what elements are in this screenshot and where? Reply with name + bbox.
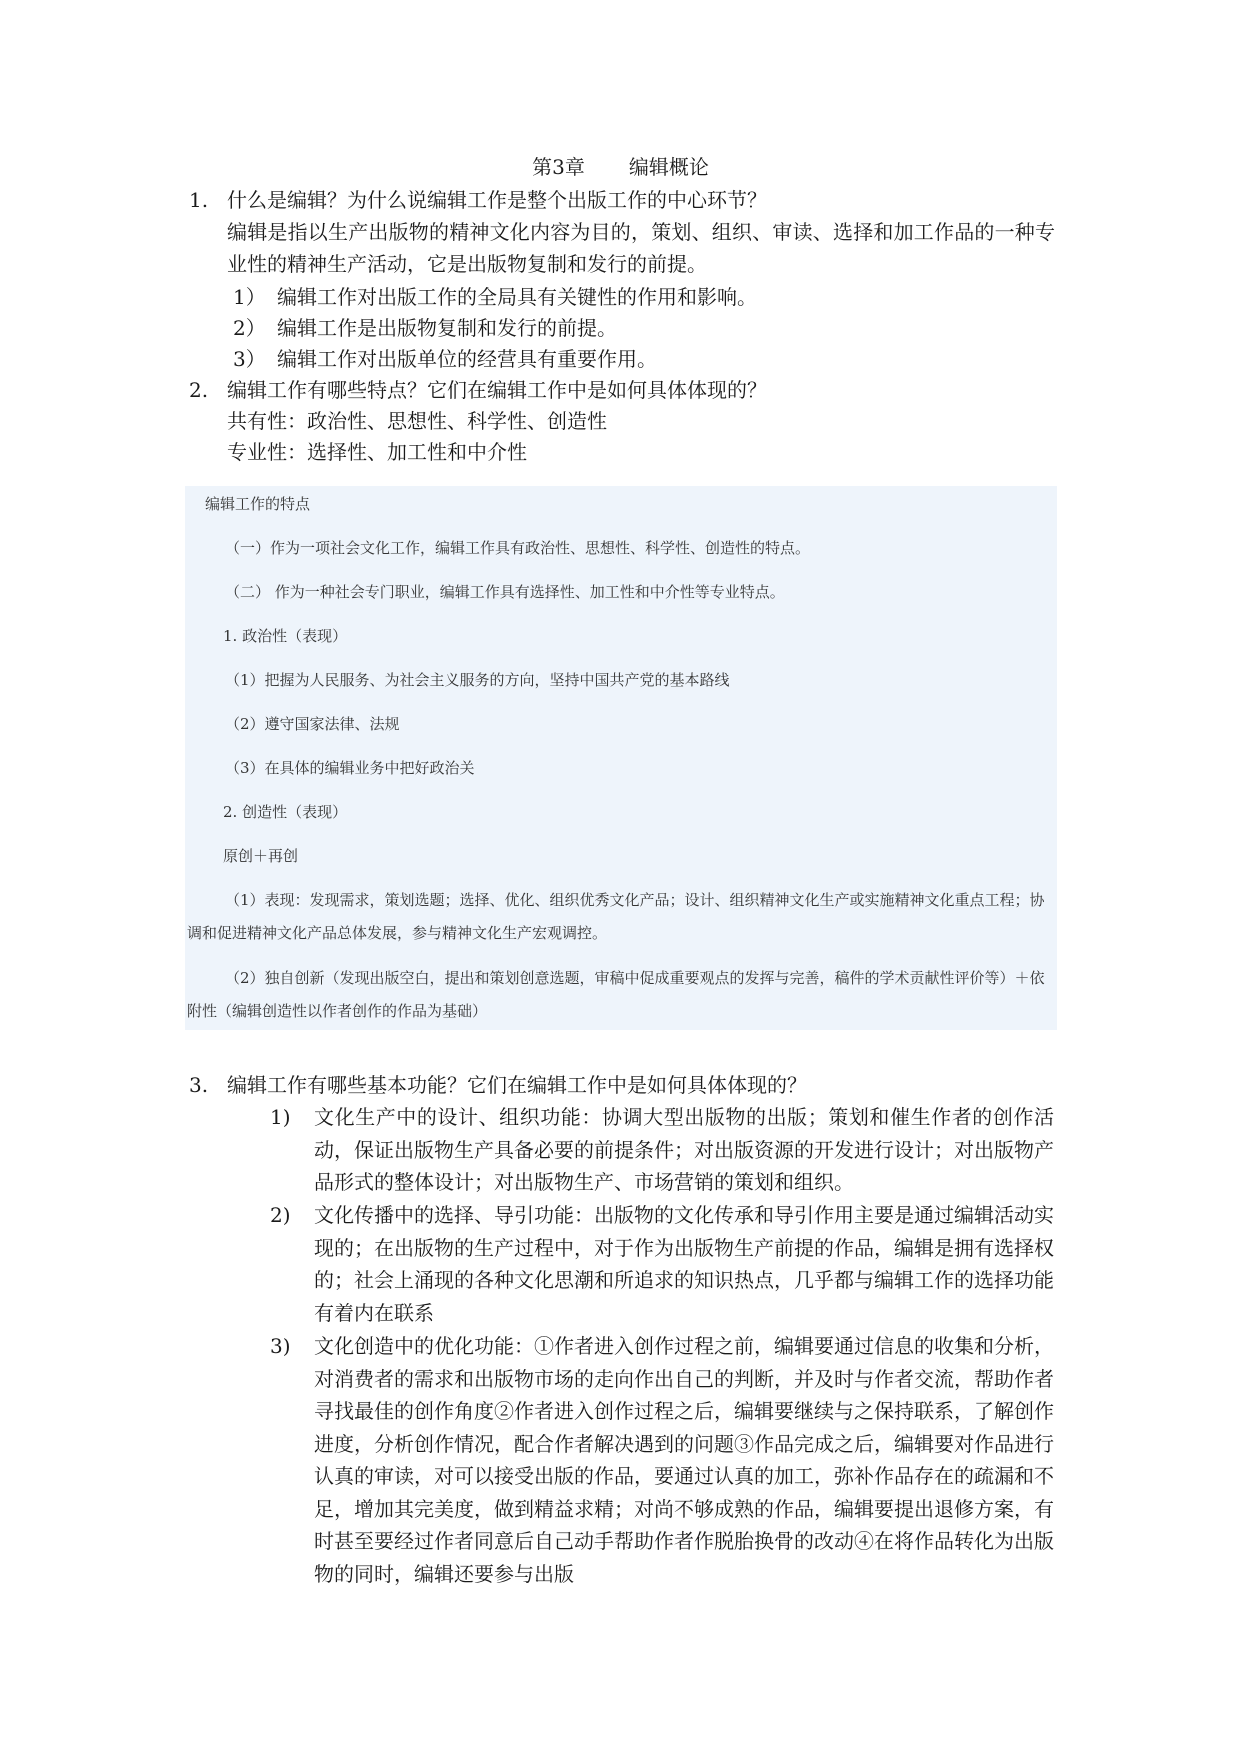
answer-2-common: 共有性：政治性、思想性、科学性、创造性: [227, 409, 607, 433]
note-line: （2）遵守国家法律、法规: [225, 715, 400, 733]
note-line: （3）在具体的编辑业务中把好政治关: [225, 759, 475, 777]
question-number: 2.: [189, 378, 209, 402]
note-line: 2. 创造性（表现）: [223, 803, 348, 821]
note-paragraph: （1）表现：发现需求，策划选题；选择、优化、组织优秀文化产品；设计、组织精神文化生产或实施精神文化重点工程；协调和促进精神文化产品总体发展，参与精神文化生产宏观调控。: [187, 891, 1045, 942]
chapter-name: 编辑概论: [628, 155, 709, 179]
note-heading: 编辑工作的特点: [205, 495, 311, 513]
note-line: （1）把握为人民服务、为社会主义服务的方向，坚持中国共产党的基本路线: [225, 671, 730, 689]
question-text: 什么是编辑？为什么说编辑工作是整个出版工作的中心环节？: [227, 188, 767, 212]
question-number: 3.: [189, 1073, 209, 1097]
note-box: [185, 486, 1057, 1030]
item-text: 文化生产中的设计、组织功能：协调大型出版物的出版；策划和催生作者的创作活动，保证出版物生产具备必要的前提条件；对出版资源的开发进行设计；对出版物产品形式的整体设计；对出版物生产、市场营销的策划和组织。: [314, 1105, 1054, 1194]
chapter-title: [0, 152, 1241, 182]
function-item: [270, 1101, 1054, 1199]
note-line: 1. 政治性（表现）: [223, 627, 348, 645]
item-number: 3): [270, 1334, 291, 1358]
question-text: 编辑工作有哪些特点？它们在编辑工作中是如何具体体现的？: [227, 378, 767, 402]
point-number: 1）: [233, 285, 266, 309]
note-line: （二） 作为一种社会专门职业，编辑工作具有选择性、加工性和中介性等专业特点。: [225, 583, 785, 601]
answer-1-point: [227, 313, 617, 343]
answer-1-point: [227, 344, 657, 374]
question-text: 编辑工作有哪些基本功能？它们在编辑工作中是如何具体体现的？: [227, 1073, 807, 1097]
function-item: [270, 1199, 1054, 1329]
answer-2-special: 专业性：选择性、加工性和中介性: [227, 440, 527, 464]
item-text: 文化传播中的选择、导引功能：出版物的文化传承和导引作用主要是通过编辑活动实现的；在出版物的生产过程中，对于作为出版物生产前提的作品，编辑是拥有选择权的；社会上涌现的各种文化思潮和所追求的知识热点，几乎都与编辑工作的选择功能有着内在联系: [314, 1203, 1054, 1325]
answer-1: 编辑是指以生产出版物的精神文化内容为目的，策划、组织、审读、选择和加工作品的一种专业性的精神生产活动，它是出版物复制和发行的前提。: [227, 220, 1055, 276]
point-number: 2）: [233, 316, 266, 340]
note-line: 原创＋再创: [223, 847, 299, 865]
item-number: 2): [270, 1203, 291, 1227]
note-paragraph: （2）独自创新（发现出版空白，提出和策划创意选题，审稿中促成重要观点的发挥与完善，稿件的学术贡献性评价等）＋依附性（编辑创造性以作者创作的作品为基础）: [187, 969, 1045, 1020]
answer-1-point: [227, 282, 757, 312]
point-number: 3）: [233, 347, 266, 371]
point-text: 编辑工作对出版工作的全局具有关键性的作用和影响。: [277, 285, 757, 309]
point-text: 编辑工作是出版物复制和发行的前提。: [277, 316, 617, 340]
note-line: （一）作为一项社会文化工作，编辑工作具有政治性、思想性、科学性、创造性的特点。: [225, 539, 811, 557]
point-text: 编辑工作对出版单位的经营具有重要作用。: [277, 347, 657, 371]
question-number: 1.: [189, 188, 209, 212]
item-text: 文化创造中的优化功能：①作者进入创作过程之前，编辑要通过信息的收集和分析，对消费者的需求和出版物市场的走向作出自己的判断，并及时与作者交流，帮助作者寻找最佳的创作角度②作者进入创作过程之后，编辑要继续与之保持联系，了解创作进度，分析创作情况，配合作者解决遇到的问题③作品完成之后，编辑要对作品进行认真的审读，对可以接受出版的作品，要通过认真的加工，弥补作品存在的疏漏和不足，增加其完美度，做到精益求精；对尚不够成熟的作品，编辑要提出退修方案，有时甚至要经过作者同意后自己动手帮助作者作脱胎换骨的改动④在将作品转化为出版物的同时，编辑还要参与出版: [314, 1334, 1054, 1586]
function-item: [270, 1330, 1054, 1590]
item-number: 1): [270, 1105, 291, 1129]
chapter-number: 第3章: [532, 155, 585, 179]
